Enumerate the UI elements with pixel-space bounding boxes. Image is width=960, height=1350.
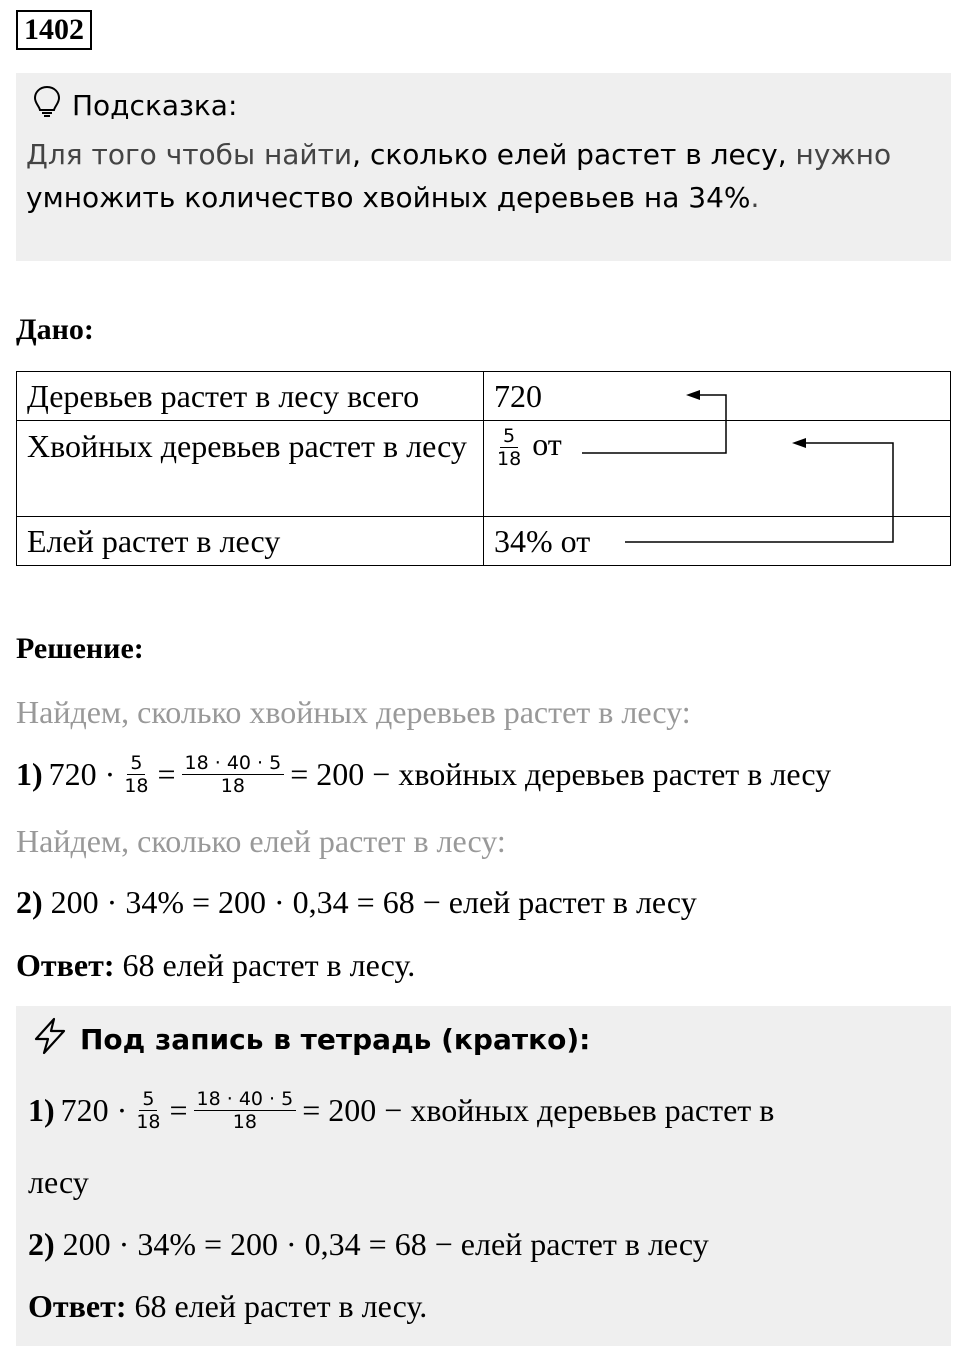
given-title: Дано: [16,313,94,346]
solution-answer: Ответ: 68 елей растет в лесу. [16,947,416,983]
fraction: $\frac{18 \cdot 40 \cdot 5}{18}$ [182,752,285,797]
fraction: $\frac{5}{18}$ [124,751,149,797]
table-cell-value: 720 [484,372,951,421]
lightbulb-icon [32,85,62,126]
table-cell-label: Деревьев растет в лесу всего [17,372,484,421]
hint-box [16,73,951,261]
hint-title: Подсказка: [72,89,238,122]
hint-header [32,85,237,126]
short-title: Под запись в тетрадь (кратко): [80,1023,591,1056]
table-row [17,517,951,566]
table-cell-value: $\frac{5}{18}$ от [484,421,951,517]
short-header [30,1016,590,1063]
short-answer: Ответ: 68 елей растет в лесу. [28,1288,428,1324]
short-step-1-cont: лесу [28,1164,89,1200]
solution-step-1: 1) 720 · $\frac{5}{18}$ = $\frac{18 \cdot 40 \cdot 5}{18}$ = 200 − хвойных деревьев растет в лесу [16,751,832,797]
fraction: $\frac{5}{18}$ [497,425,522,470]
solution-note-2: Найдем, сколько елей растет в лесу: [16,823,506,859]
fraction: $\frac{18 \cdot 40 \cdot 5}{18}$ [194,1088,297,1133]
short-notes-box [16,1006,951,1346]
lightning-icon [30,1016,70,1063]
short-step-2: 2) 200 · 34% = 200 · 0,34 = 68 − елей растет в лесу [28,1226,709,1262]
short-step-1: 1) 720 · $\frac{5}{18}$ = $\frac{18 \cdot 40 \cdot 5}{18}$ = 200 − хвойных деревьев растет в [28,1087,775,1133]
table-cell-label: Хвойных деревьев растет в лесу [17,421,484,517]
table-row [17,421,951,517]
hint-text: Для того чтобы найти, сколько елей растет в лесу, нужно умножить количество хвойных деревьев на 34%. [26,138,892,214]
table-cell-label: Елей растет в лесу [17,517,484,566]
solution-step-2: 2) 200 · 34% = 200 · 0,34 = 68 − елей растет в лесу [16,884,697,920]
solution-note-1: Найдем, сколько хвойных деревьев растет в лесу: [16,694,691,730]
given-table [16,371,951,566]
fraction: $\frac{5}{18}$ [136,1087,161,1133]
solution-title: Решение: [16,632,144,665]
table-cell-value: 34% от [484,517,951,566]
task-number: 1402 [16,10,92,50]
table-row [17,372,951,421]
